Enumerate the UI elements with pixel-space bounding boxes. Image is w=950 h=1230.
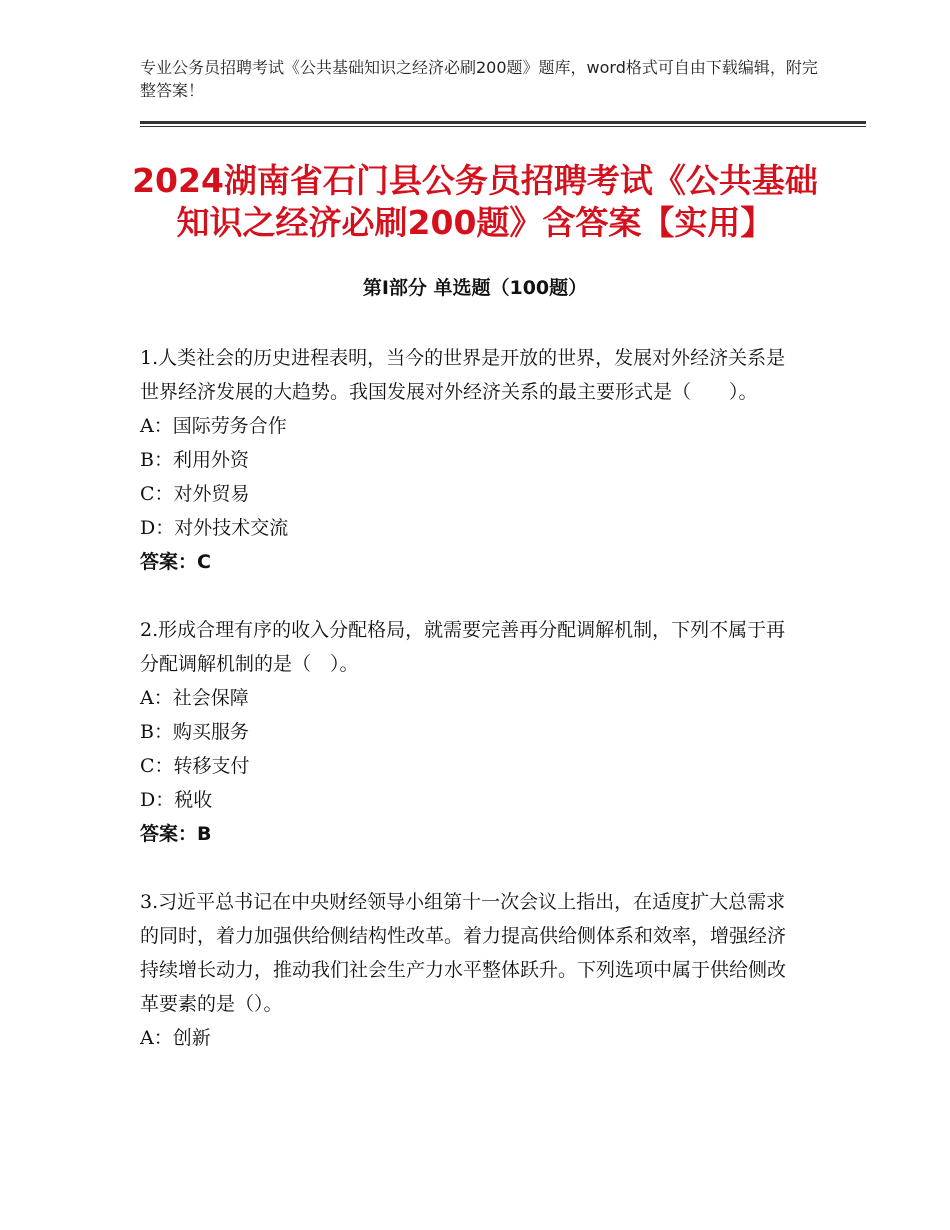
- option-a: A：创新: [140, 1027, 211, 1049]
- question-2: [140, 613, 800, 851]
- option-b: B：购买服务: [140, 721, 249, 743]
- question-3: [140, 885, 800, 1055]
- answer: 答案：C: [140, 551, 211, 573]
- question-list: [140, 341, 800, 1089]
- header-divider-thick: [140, 121, 866, 124]
- option-a: A：国际劳务合作: [140, 415, 287, 437]
- document-title: 2024湖南省石门县公务员招聘考试《公共基础知识之经济必刷200题》含答案【实用】: [132, 161, 818, 242]
- option-c: C：转移支付: [140, 755, 250, 777]
- option-d: D：税收: [140, 789, 213, 811]
- question-text: 1.人类社会的历史进程表明，当今的世界是开放的世界，发展对外经济关系是世界经济发展的大趋势。我国发展对外经济关系的最主要形式是（ ）。: [140, 347, 786, 403]
- option-a: A：社会保障: [140, 687, 249, 709]
- section-heading: 第Ⅰ部分 单选题（100题）: [362, 277, 588, 299]
- question-text: 3.习近平总书记在中央财经领导小组第十一次会议上指出，在适度扩大总需求的同时，着力加强供给侧结构性改革。着力提高供给侧体系和效率，增强经济持续增长动力，推动我们社会生产力水平整体跃升。下列选项中属于供给侧改革要素的是（）。: [140, 891, 787, 1015]
- question-text: 2.形成合理有序的收入分配格局，就需要完善再分配调解机制，下列不属于再分配调解机制的是（ ）。: [140, 619, 786, 675]
- question-1: [140, 341, 800, 579]
- option-c: C：对外贸易: [140, 483, 250, 505]
- option-d: D：对外技术交流: [140, 517, 289, 539]
- answer: 答案：B: [140, 823, 212, 845]
- header-note: 专业公务员招聘考试《公共基础知识之经济必刷200题》题库，word格式可自由下载编辑，附完整答案！: [140, 58, 818, 100]
- option-b: B：利用外资: [140, 449, 249, 471]
- header-divider-thin: [140, 126, 866, 127]
